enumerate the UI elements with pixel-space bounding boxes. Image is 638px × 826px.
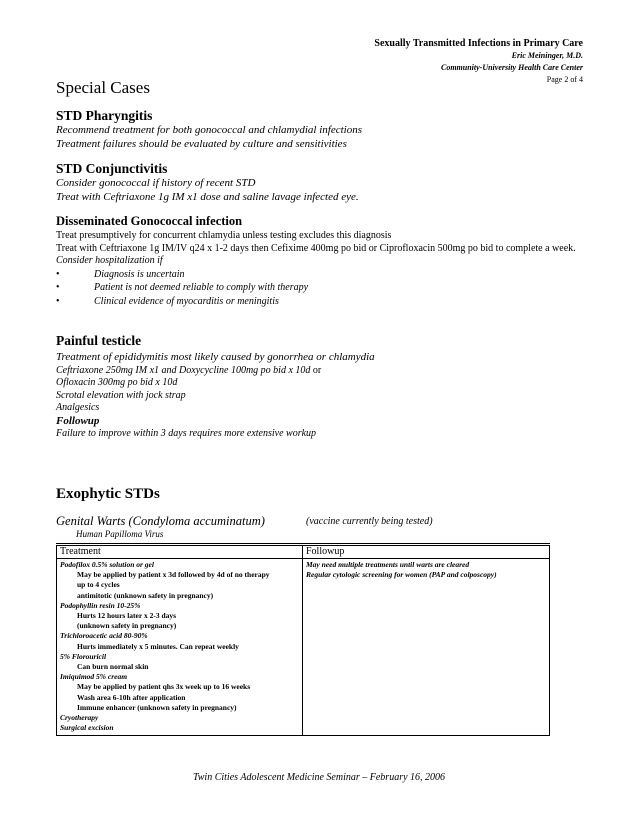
genital-warts-row <box>56 514 576 529</box>
section-exophytic-stds <box>56 486 576 736</box>
conjunctivitis-title: STD Conjunctivitis <box>56 161 168 176</box>
treatment-detail: May be applied by patient qhs 3x week up to 16 weeks <box>77 682 251 692</box>
treatment-detail: Wash area 6-10h after application <box>77 692 186 702</box>
treatment-name: Trichloroacetic acid 80-90% <box>60 631 148 641</box>
exophytic-heading: Exophytic STDs <box>56 486 160 502</box>
warts-treatment-table <box>56 543 550 736</box>
treatment-detail: Immune enhancer (unknown safety in pregnancy) <box>77 702 237 712</box>
treatment-detail: May be applied by patient x 3d followed by 4d of no therapy <box>77 570 270 580</box>
followup-label: Followup <box>56 414 100 427</box>
treatment-name: Cryotherapy <box>60 713 99 723</box>
section-disseminated-gonococcal <box>56 213 576 308</box>
hospitalization-bullet-list <box>56 268 576 309</box>
list-item: • Patient is not deemed reliable to comply with therapy <box>56 282 309 293</box>
conjunctivitis-line: Treat with Ceftriaxone 1g IM x1 dose and saline lavage infected eye. <box>56 190 359 203</box>
page-footer: Twin Cities Adolescent Medicine Seminar – February 16, 2006 <box>192 772 446 783</box>
treatment-detail: Hurts immediately x 5 minutes. Can repeat weekly <box>77 641 239 651</box>
treatment-detail: (unknown safety in pregnancy) <box>77 621 177 631</box>
testicle-line: Ofloxacin 300mg po bid x 10d <box>56 377 178 388</box>
disseminated-line: Treat with Ceftriaxone 1g IM/IV q24 x 1-2 days then Cefixime 400mg po bid or Ciprofloxacin 500mg po bid to complete a week. <box>56 242 576 254</box>
treatment-detail: Hurts 12 hours later x 2-3 days <box>77 611 177 621</box>
conjunctivitis-line: Consider gonococcal if history of recent STD <box>56 177 256 189</box>
section-painful-testicle <box>56 332 576 440</box>
header-page-number: Page 2 of 4 <box>546 75 583 84</box>
treatment-detail: up to 4 cycles <box>77 580 120 590</box>
list-item: • Clinical evidence of myocarditis or meningitis <box>56 295 279 307</box>
table-header-followup: Followup <box>303 545 550 559</box>
section-std-pharyngitis <box>56 107 576 151</box>
treatment-detail: Can burn normal skin <box>77 662 149 672</box>
header-author: Eric Meininger, M.D. <box>511 51 583 60</box>
special-cases-heading: Special Cases <box>56 78 150 97</box>
genital-warts-title: Genital Warts (Condyloma accuminatum) <box>56 514 265 528</box>
followup-item: May need multiple treatments until warts are cleared <box>306 560 470 569</box>
hospitalization-criteria: Consider hospitalization if <box>56 255 163 266</box>
table-header-treatment: Treatment <box>57 545 303 559</box>
followup-text: Failure to improve within 3 days requires more extensive workup <box>56 427 317 439</box>
disseminated-title: Disseminated Gonococcal infection <box>56 214 243 228</box>
treatment-name: 5% Florouricil <box>60 651 107 661</box>
treatment-name: Podofilox 0.5% solution or gel <box>60 560 154 569</box>
header-org: Community-University Health Care Center <box>440 63 583 72</box>
testicle-line: Treatment of epididymitis most likely caused by gonorrhea or chlamydia <box>56 351 375 363</box>
testicle-line: Ceftriaxone 250mg IM x1 and Doxycycline 100mg po bid x 10d or <box>56 364 322 376</box>
disseminated-line: Treat presumptively for concurrent chlamydia unless testing excludes this diagnosis <box>56 230 392 241</box>
table-row <box>57 559 550 736</box>
testicle-line: Scrotal elevation with jock strap <box>56 389 186 401</box>
followup-cell <box>303 559 550 736</box>
treatment-detail: antimitotic (unknown safety in pregnancy) <box>77 590 214 600</box>
section-std-conjunctivitis <box>56 160 576 204</box>
treatment-name: Surgical excision <box>60 723 114 733</box>
hpv-subtitle: Human Papilloma Virus <box>76 529 164 539</box>
testicle-line: Analgesics <box>56 402 100 413</box>
treatment-name: Podophyllin resin 10-25% <box>60 600 141 610</box>
testicle-title: Painful testicle <box>56 333 142 348</box>
followup-item: Regular cytologic screening for women (PAP and colposcopy) <box>306 570 497 580</box>
vaccine-note: (vaccine currently being tested) <box>306 516 433 527</box>
treatment-cell <box>57 559 303 736</box>
pharyngitis-title: STD Pharyngitis <box>56 108 153 123</box>
treatment-name: Imiquimod 5% cream <box>60 672 128 682</box>
pharyngitis-line: Recommend treatment for both gonococcal and chlamydial infections <box>56 124 362 136</box>
list-item: • Diagnosis is uncertain <box>56 268 185 280</box>
document-body <box>56 78 576 736</box>
pharyngitis-line: Treatment failures should be evaluated by culture and sensitivities <box>56 137 347 150</box>
header-title: Sexually Transmitted Infections in Primary Care <box>374 38 583 49</box>
